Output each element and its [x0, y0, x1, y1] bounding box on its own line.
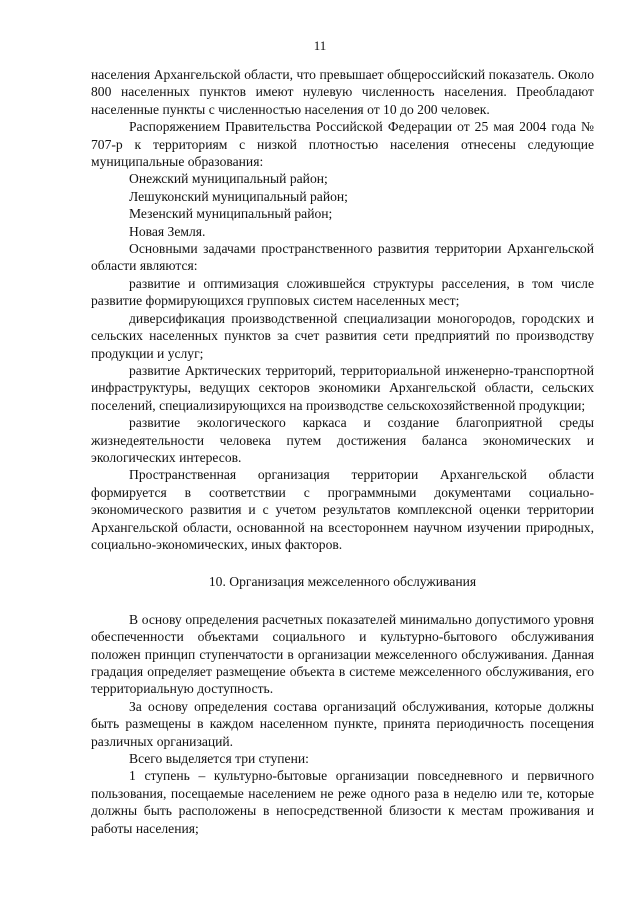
page-content [91, 66, 594, 837]
paragraph: В основу определения расчетных показателей минимально допустимого уровня обеспеченности объектами социального и культурно-бытового обслуживания положен принцип ступенчатости в организации межселенного обслуживания. Данная градация определяет размещение объекта в системе межселенного обслуживания, его территориальную доступность. [91, 611, 594, 697]
section-heading: 10. Организация межселенного обслуживания [208, 574, 477, 590]
paragraph: 1 ступень – культурно-бытовые организации повседневного и первичного пользования, посещаемые населением не реже одного раза в неделю или те, которые должны быть расположены в непосредственной близости к местам проживания и работы населения; [91, 768, 594, 836]
paragraph: Основными задачами пространственного развития территории Архангельской области являются: [91, 241, 594, 274]
page-number: 11 [313, 38, 327, 53]
paragraph-continuation: населения Архангельской области, что превышает общероссийский показатель. Около 800 населенных пунктов имеют нулевую численность населения. Преобладают населенные пункты с численностью населения от 10 до 200 человек. [91, 67, 594, 117]
list-item: диверсификация производственной специализации моногородов, городских и сельских населенных пунктов за счет развития сети предприятий по производству продукции и услуг; [91, 310, 594, 361]
list-item: развитие экологического каркаса и создание благоприятной среды жизнедеятельности человека путем достижения баланса экономических и экологических интересов. [91, 415, 594, 465]
paragraph: Распоряжением Правительства Российской Федерации от 25 мая 2004 года № 707-р к территориям с низкой плотностью населения отнесены следующие муниципальные образования: [91, 119, 594, 170]
paragraph: За основу определения состава организаций обслуживания, которые должны быть размещены в каждом населенном пункте, принята периодичность посещения различных организаций. [91, 698, 594, 749]
list-item: развитие и оптимизация сложившейся структуры расселения, в том числе развитие формирующихся групповых систем населенных мест; [91, 275, 594, 309]
list-item: Онежский муниципальный район; [129, 171, 328, 187]
list-item: развитие Арктических территорий, территориальной инженерно-транспортной инфраструктуры, ведущих секторов экономики Архангельской области, сельских поселений, специализирующихся на производстве сельскохозяйственной продукции; [91, 362, 594, 413]
list-item: Новая Земля. [129, 223, 206, 239]
paragraph: Всего выделяется три ступени: [129, 751, 309, 767]
list-item: Лешуконский муниципальный район; [129, 188, 348, 204]
list-item: Мезенский муниципальный район; [129, 206, 333, 222]
paragraph: Пространственная организация территории Архангельской области формируется в соответствии с программными документами социально-экономического развития и с учетом результатов комплексной оценки территории Архангельской области, основанной на всестороннем научном изучении природных, социально-экономических, иных факторов. [91, 467, 594, 552]
